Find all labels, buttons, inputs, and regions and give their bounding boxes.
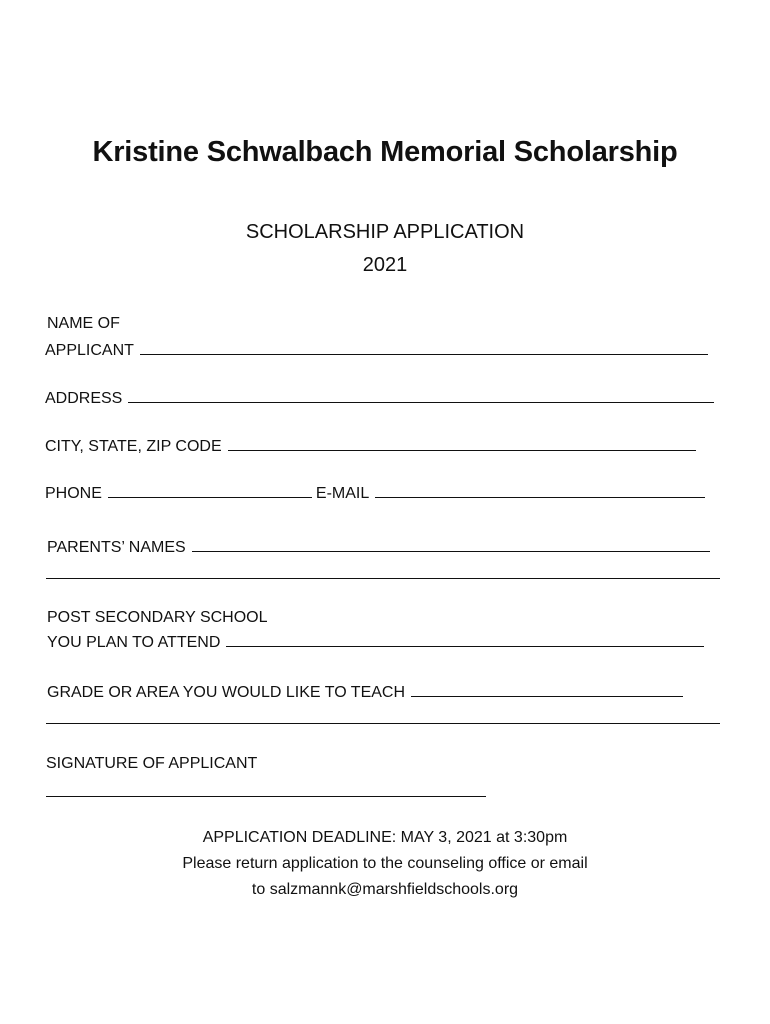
phone-label: PHONE: [45, 485, 102, 502]
name-label-text-1: NAME OF: [47, 315, 120, 332]
email-label: E-MAIL: [315, 485, 370, 502]
school-label-text-1: POST SECONDARY SCHOOL: [47, 609, 268, 626]
phone-email-row: [45, 483, 705, 503]
document-title: Kristine Schwalbach Memorial Scholarship: [92, 136, 678, 168]
deadline-text: APPLICATION DEADLINE: MAY 3, 2021 at 3:30pm: [202, 829, 568, 846]
name-label-line1: [47, 315, 120, 333]
grade-input-line[interactable]: [411, 682, 683, 697]
school-label-text-2: YOU PLAN TO ATTEND: [47, 634, 221, 651]
name-input-line[interactable]: [140, 340, 708, 355]
parents-input-line[interactable]: [192, 537, 710, 552]
signature-input-line[interactable]: [46, 796, 486, 797]
signature-label: SIGNATURE OF APPLICANT: [46, 755, 258, 772]
name-field: [45, 340, 708, 360]
school-input-line[interactable]: [226, 632, 704, 647]
document-year: 2021: [362, 254, 408, 276]
school-label-line1: [47, 609, 268, 627]
grade-input-line-2[interactable]: [46, 723, 720, 724]
name-label-text-2: APPLICANT: [45, 342, 134, 359]
document-subtitle: SCHOLARSHIP APPLICATION: [245, 221, 525, 243]
city-state-zip-input-line[interactable]: [228, 436, 696, 451]
phone-input-line[interactable]: [108, 483, 312, 498]
email-input-line[interactable]: [375, 483, 705, 498]
return-instructions: Please return application to the counseling office or email: [182, 855, 588, 872]
city-state-zip-label: CITY, STATE, ZIP CODE: [45, 438, 222, 455]
parents-field: [47, 537, 710, 557]
school-field: [47, 632, 704, 652]
grade-label: GRADE OR AREA YOU WOULD LIKE TO TEACH: [47, 684, 406, 701]
parents-input-line-2[interactable]: [46, 578, 720, 579]
city-state-zip-field: [45, 436, 696, 456]
signature-label-row: [46, 755, 257, 773]
address-input-line[interactable]: [128, 388, 714, 403]
parents-label: PARENTS’ NAMES: [47, 539, 186, 556]
grade-field: [47, 682, 683, 702]
contact-email: to salzmannk@marshfieldschools.org: [251, 881, 519, 898]
address-label: ADDRESS: [45, 390, 123, 407]
address-field: [45, 388, 714, 408]
